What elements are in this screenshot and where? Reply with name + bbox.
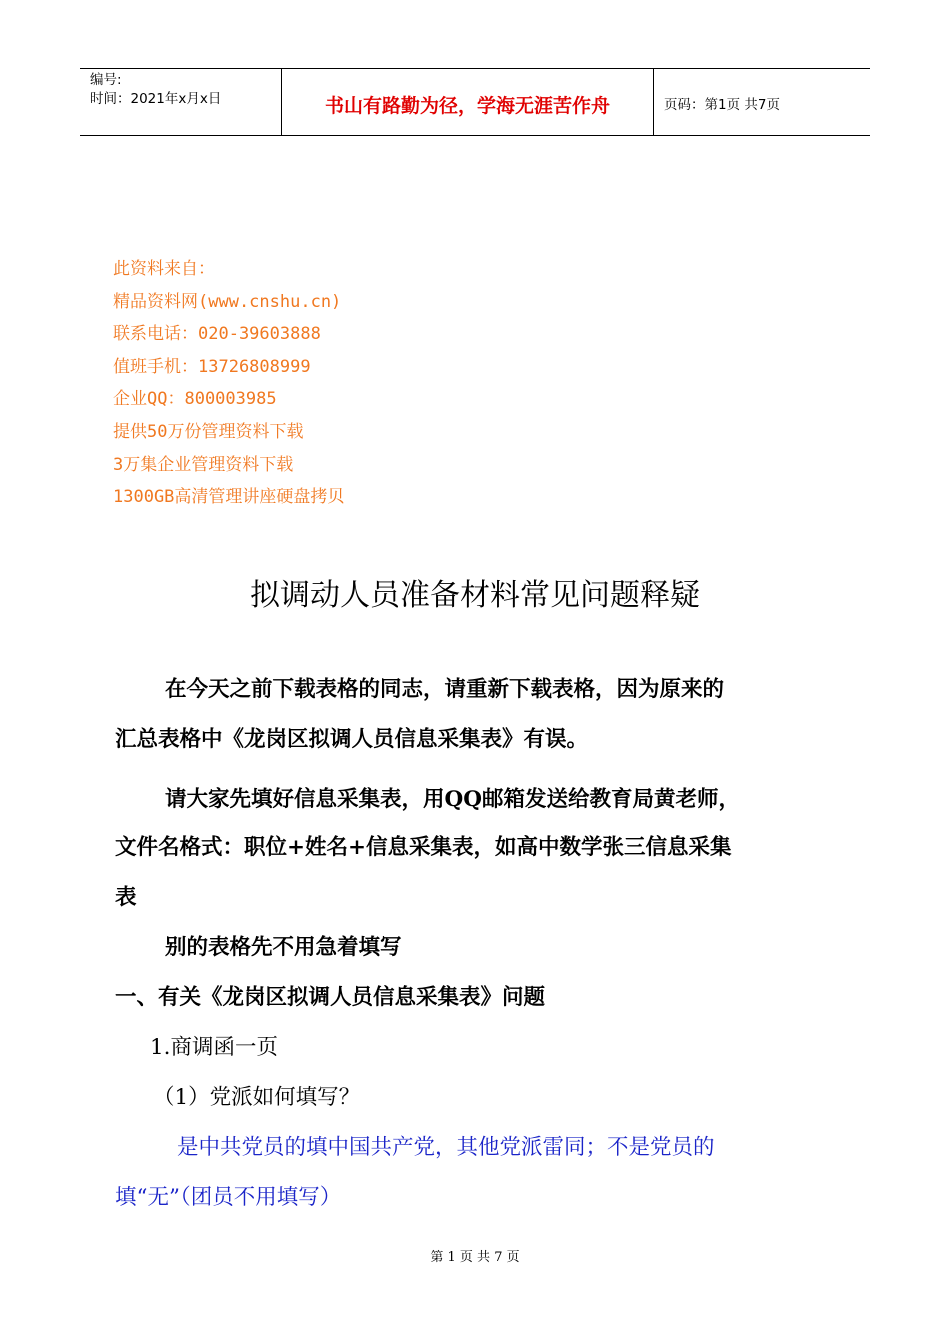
document-title: 拟调动人员准备材料常见问题释疑 [250, 578, 700, 613]
source-line: 此资料来自： [113, 259, 215, 279]
question-1: （1）党派如何填写？ [153, 1085, 361, 1110]
header-meta [80, 69, 282, 135]
para2-line1: 请大家先填好信息采集表，用QQ邮箱发送给教育局黄老师， [165, 787, 740, 812]
source-line: 联系电话：020-39603888 [113, 324, 321, 345]
header-table [80, 68, 870, 136]
para1-line2: 汇总表格中《龙岗区拟调人员信息采集表》有误。 [115, 727, 589, 752]
answer-1-line2: 填“无”（团员不用填写） [115, 1185, 342, 1210]
time-label: 时间：2021年x月x日 [90, 91, 222, 107]
answer-1-line1: 是中共党员的填中国共产党，其他党派雷同；不是党员的 [177, 1135, 715, 1160]
number-label: 编号: [90, 72, 122, 88]
source-line: 精品资料网(www.cnshu.cn) [113, 291, 342, 312]
header-motto: 书山有路勤为径，学海无涯苦作舟 [282, 69, 654, 135]
para2-line3: 表 [115, 885, 137, 910]
subsection-1: 1.商调函一页 [150, 1035, 279, 1060]
source-line: 值班手机：13726808999 [113, 356, 311, 377]
section-heading-1: 一、有关《龙岗区拟调人员信息采集表》问题 [115, 985, 546, 1010]
para1-line1: 在今天之前下载表格的同志，请重新下载表格，因为原来的 [165, 677, 725, 702]
source-line: 提供50万份管理资料下载 [113, 421, 304, 442]
para3: 别的表格先不用急着填写 [165, 935, 402, 960]
page-footer: 第 1 页 共 7 页 [430, 1250, 520, 1265]
header-page-info: 页码：第1页 共7页 [664, 97, 780, 113]
source-line: 企业QQ：800003985 [113, 389, 277, 410]
para2-line2: 文件名格式：职位+姓名+信息采集表，如高中数学张三信息采集 [115, 835, 732, 860]
source-line: 1300GB高清管理讲座硬盘拷贝 [113, 487, 345, 508]
source-line: 3万集企业管理资料下载 [113, 454, 294, 475]
source-info-block [113, 253, 713, 514]
